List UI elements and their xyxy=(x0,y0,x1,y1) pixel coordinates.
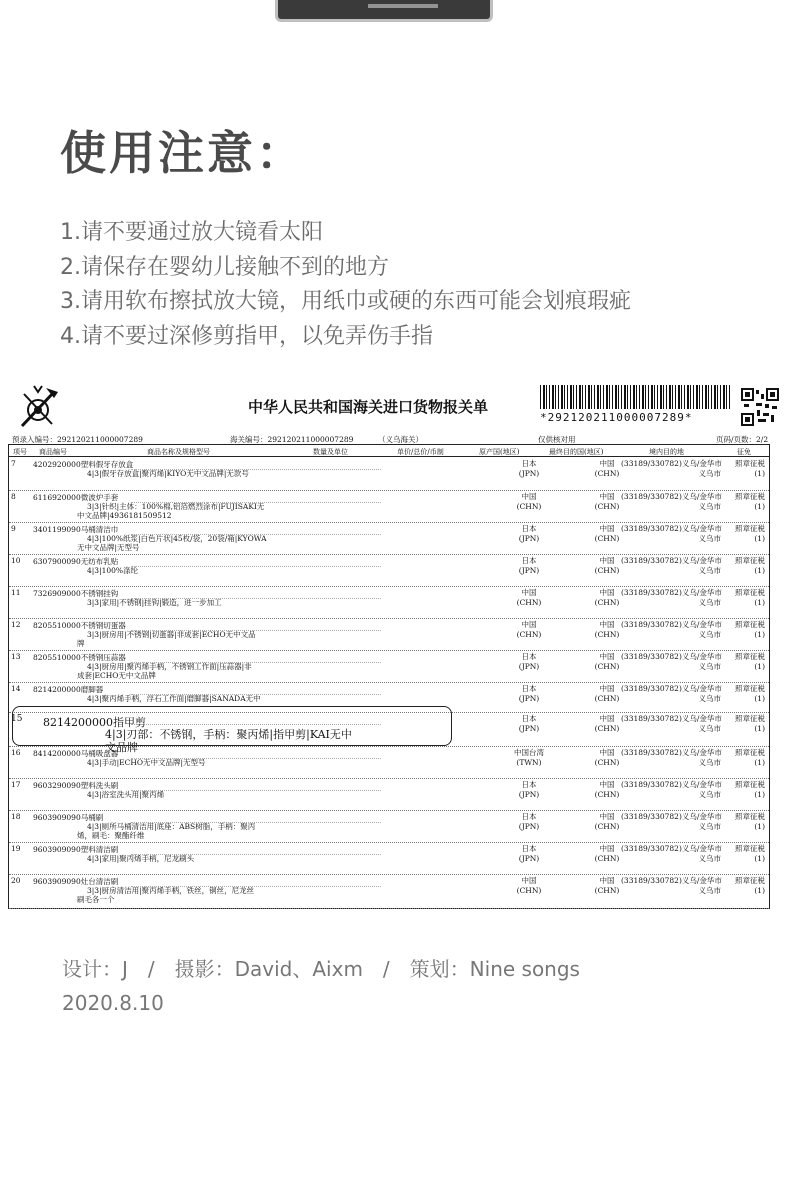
domestic-destination: (33189/330782)义乌/金华市 义乌市 xyxy=(621,524,722,543)
origin-country: 日本 (JPN) xyxy=(518,684,540,703)
origin-country: 日本 (JPN) xyxy=(518,652,540,671)
tax-treatment: 照章征税 (1) xyxy=(735,812,765,831)
origin-country: 日本 (JPN) xyxy=(518,780,540,799)
table-row xyxy=(9,747,769,779)
column-header: 原产国(地区) xyxy=(479,448,520,456)
tax-treatment: 照章征税 (1) xyxy=(735,844,765,863)
table-row xyxy=(9,779,769,811)
item-code-name: 8214200000磨脚器 xyxy=(33,685,104,694)
item-spec: 4|3|家用|聚丙烯手柄，尼龙刷头 xyxy=(87,854,195,863)
column-header: 征免 xyxy=(737,448,751,456)
item-spec-cont: 无中文品牌|无型号 xyxy=(77,543,140,552)
row-divider xyxy=(131,758,381,759)
item-spec: 4|3|100%纸浆|白色片状|45枚/袋，20袋/箱|KYOWA xyxy=(87,534,267,543)
row-number: 8 xyxy=(11,492,16,501)
table-row xyxy=(9,458,769,491)
column-header: 境内目的地 xyxy=(649,448,684,456)
row-divider xyxy=(131,854,381,855)
item-code-name: 9603909090马桶刷 xyxy=(33,813,104,822)
product-image-top xyxy=(275,0,493,22)
destination-country: 中国 (CHN) xyxy=(594,876,620,895)
column-header: 商品编号 xyxy=(39,448,67,456)
column-header: 项号 xyxy=(13,448,27,456)
item-spec: 4|3|聚丙烯手柄，浮石工作面|磨脚器|SANADA无中 xyxy=(87,694,261,703)
item-code-name: 8205510000不锈钢切蛋器 xyxy=(33,621,126,630)
domestic-destination: (33189/330782)义乌/金华市 义乌市 xyxy=(621,714,722,733)
destination-country: 中国 (CHN) xyxy=(594,588,620,607)
origin-country: 中国台湾 (TWN) xyxy=(514,748,544,767)
row-divider xyxy=(131,662,381,663)
row-divider xyxy=(131,469,381,470)
page-title: 使用注意： xyxy=(60,126,305,180)
row-number: 16 xyxy=(11,748,21,757)
table-row xyxy=(9,651,769,683)
item-code-name: 8214200000指甲剪 xyxy=(43,716,146,729)
item-code-name: 3401199090马桶清洁巾 xyxy=(33,525,119,534)
domestic-destination: (33189/330782)义乌/金华市 义乌市 xyxy=(621,620,722,639)
destination-country: 中国 (CHN) xyxy=(594,459,620,478)
row-number: 13 xyxy=(11,652,21,661)
item-spec: 4|3|厕所马桶清洁用|底座：ABS树脂，手柄：聚丙 xyxy=(87,822,256,831)
note-item: 4.请不要过深修剪指甲，以免弄伤手指 xyxy=(60,323,433,349)
item-spec: 4|3|浴室洗头用|聚丙烯 xyxy=(87,790,165,799)
domestic-destination: (33189/330782)义乌/金华市 义乌市 xyxy=(621,588,722,607)
row-divider xyxy=(131,822,381,823)
item-spec: 4|3|刃部：不锈钢，手柄：聚丙烯|指甲剪|KAI无中 xyxy=(105,728,352,741)
row-number: 12 xyxy=(11,620,21,629)
item-code-name: 9603909090灶台清洁刷 xyxy=(33,877,119,886)
destination-country: 中国 (CHN) xyxy=(594,748,620,767)
date-line: 2020.8.10 xyxy=(62,991,164,1015)
row-divider xyxy=(131,598,381,599)
tax-treatment: 照章征税 (1) xyxy=(735,459,765,478)
domestic-destination: (33189/330782)义乌/金华市 义乌市 xyxy=(621,492,722,511)
tax-treatment: 照章征税 (1) xyxy=(735,684,765,703)
destination-country: 中国 (CHN) xyxy=(594,492,620,511)
item-spec-cont: 中文品牌|4936181509512 xyxy=(77,511,172,520)
origin-country: 日本 (JPN) xyxy=(518,812,540,831)
origin-country: 日本 (JPN) xyxy=(518,714,540,733)
customs-declaration-document xyxy=(8,380,781,910)
preentry-number: 预录入编号：292120211000007289 xyxy=(12,435,143,444)
item-spec: 3|3|厨房用|不锈钢|切蛋器|非成套|ECHO无中文品 xyxy=(87,630,256,639)
item-code-name: 8414200000马桶吸盘器 xyxy=(33,749,119,758)
usage-notes xyxy=(60,216,631,354)
table-row xyxy=(9,843,769,875)
row-divider xyxy=(131,534,381,535)
row-divider xyxy=(131,790,381,791)
item-code-name: 9603909090塑料清洁刷 xyxy=(33,845,119,854)
row-number: 19 xyxy=(11,844,21,853)
qr-code-icon xyxy=(741,388,779,426)
note-item: 2.请保存在婴幼儿接触不到的地方 xyxy=(60,254,389,280)
column-header: 最终目的国(地区) xyxy=(549,448,604,456)
item-code-name: 6307900090无纺布乳贴 xyxy=(33,557,119,566)
domestic-destination: (33189/330782)义乌/金华市 义乌市 xyxy=(621,459,722,478)
destination-country: 中国 (CHN) xyxy=(594,652,620,671)
credits-line: 设计：J / 摄影：David、Aixm / 策划：Nine songs xyxy=(62,957,580,981)
table-row xyxy=(9,875,769,909)
domestic-destination: (33189/330782)义乌/金华市 义乌市 xyxy=(621,684,722,703)
note-item: 1.请不要通过放大镜看太阳 xyxy=(60,220,323,245)
origin-country: 日本 (JPN) xyxy=(518,844,540,863)
row-divider xyxy=(131,630,381,631)
tax-treatment: 照章征税 (1) xyxy=(735,748,765,767)
row-number: 14 xyxy=(11,684,21,693)
domestic-destination: (33189/330782)义乌/金华市 义乌市 xyxy=(621,748,722,767)
column-header: 数量及单位 xyxy=(313,448,348,456)
column-header: 商品名称及规格型号 xyxy=(147,448,210,456)
barcode-number: *29212021100000​7289* xyxy=(540,411,693,424)
origin-country: 中国 (CHN) xyxy=(516,492,542,511)
item-spec-cont: 文品牌 xyxy=(105,741,138,754)
domestic-destination: (33189/330782)义乌/金华市 义乌市 xyxy=(621,812,722,831)
table-row xyxy=(9,811,769,843)
item-code-name: 4202920000塑料假牙存放盒 xyxy=(33,460,134,469)
tax-treatment: 照章征税 (1) xyxy=(735,556,765,575)
row-divider xyxy=(131,886,381,887)
origin-country: 日本 (JPN) xyxy=(518,524,540,543)
page-number: 页码/页数：2/2 xyxy=(716,435,769,444)
table-row xyxy=(9,587,769,619)
customs-port: （义乌海关） xyxy=(378,435,423,444)
row-divider xyxy=(131,566,381,567)
item-spec-cont: 刷毛各一个 xyxy=(77,895,115,904)
highlight-frame xyxy=(12,706,452,746)
item-code-name: 7326909000不锈钢挂钩 xyxy=(33,589,119,598)
origin-country: 中国 (CHN) xyxy=(516,588,542,607)
row-number: 11 xyxy=(11,588,21,597)
row-number: 9 xyxy=(11,524,16,533)
domestic-destination: (33189/330782)义乌/金华市 义乌市 xyxy=(621,652,722,671)
row-number: 10 xyxy=(11,556,21,565)
domestic-destination: (33189/330782)义乌/金华市 义乌市 xyxy=(621,876,722,895)
origin-country: 日本 (JPN) xyxy=(518,556,540,575)
domestic-destination: (33189/330782)义乌/金华市 义乌市 xyxy=(621,844,722,863)
table-row xyxy=(9,619,769,651)
origin-country: 中国 (CHN) xyxy=(516,876,542,895)
customs-emblem-icon xyxy=(14,384,62,430)
tax-treatment: 照章征税 (1) xyxy=(735,876,765,895)
destination-country: 中国 (CHN) xyxy=(594,844,620,863)
row-number: 7 xyxy=(11,459,16,468)
table-row xyxy=(9,491,769,523)
item-spec: 4|3|手动|ECHO无中文品牌|无型号 xyxy=(87,758,206,767)
item-spec-cont: 烯，刷毛：聚酯纤维 xyxy=(77,831,145,840)
destination-country: 中国 (CHN) xyxy=(594,620,620,639)
item-spec-cont: 成套|ECHO无中文品牌 xyxy=(77,671,156,680)
item-spec: 4|3|假牙存放盒|聚丙烯|KIYO无中文品牌|无款号 xyxy=(87,469,249,478)
tax-treatment: 照章征税 (1) xyxy=(735,524,765,543)
table-header xyxy=(9,445,769,457)
tax-treatment: 照章征税 (1) xyxy=(735,714,765,733)
item-spec: 4|3|100%涤纶 xyxy=(87,566,139,575)
table-row xyxy=(9,523,769,555)
domestic-destination: (33189/330782)义乌/金华市 义乌市 xyxy=(621,556,722,575)
document-title: 中华人民共和国海关进口货物报关单 xyxy=(248,398,489,416)
tax-treatment: 照章征税 (1) xyxy=(735,492,765,511)
row-number: 15 xyxy=(11,714,23,724)
item-code-name: 6116920000微波炉手套 xyxy=(33,493,119,502)
tax-treatment: 照章征税 (1) xyxy=(735,652,765,671)
destination-country: 中国 (CHN) xyxy=(594,714,620,733)
destination-country: 中国 (CHN) xyxy=(594,780,620,799)
usage-note: 仅供核对用 xyxy=(538,435,576,444)
item-spec: 3|3|针织|主体：100%棉,铝箔燃烈涂布|FUJISAKI无 xyxy=(87,502,265,511)
declaration-table xyxy=(8,444,770,909)
row-number: 17 xyxy=(11,780,21,789)
destination-country: 中国 (CHN) xyxy=(594,556,620,575)
item-code-name: 8205510000不锈钢压蒜器 xyxy=(33,653,126,662)
column-header: 单价/总价/币制 xyxy=(397,448,444,456)
tax-treatment: 照章征税 (1) xyxy=(735,780,765,799)
tax-treatment: 照章征税 (1) xyxy=(735,588,765,607)
row-number: 18 xyxy=(11,812,21,821)
destination-country: 中国 (CHN) xyxy=(594,684,620,703)
item-code-name: 9603290090塑料洗头刷 xyxy=(33,781,119,790)
item-spec: 3|3|厨房清洁用|聚丙烯手柄，铁丝，铜丝，尼龙丝 xyxy=(87,886,255,895)
credits-footer xyxy=(62,952,580,1020)
destination-country: 中国 (CHN) xyxy=(594,812,620,831)
item-spec-cont: 牌 xyxy=(77,639,85,648)
destination-country: 中国 (CHN) xyxy=(594,524,620,543)
row-divider xyxy=(131,694,381,695)
origin-country: 日本 (JPN) xyxy=(518,459,540,478)
tax-treatment: 照章征税 (1) xyxy=(735,620,765,639)
barcode xyxy=(540,385,730,409)
table-row xyxy=(9,555,769,587)
row-divider xyxy=(131,502,381,503)
item-spec: 3|3|家用|不锈钢|挂钩|锻造，进一步加工 xyxy=(87,598,222,607)
customs-number: 海关编号：292120211000007289 xyxy=(230,435,354,444)
note-item: 3.请用软布擦拭放大镜，用纸巾或硬的东西可能会划痕瑕疵 xyxy=(60,289,631,314)
row-number: 20 xyxy=(11,876,21,885)
origin-country: 中国 (CHN) xyxy=(516,620,542,639)
item-spec: 4|3|厨房用|聚丙烯手柄，不锈钢工作面|压蒜器|非 xyxy=(87,662,252,671)
domestic-destination: (33189/330782)义乌/金华市 义乌市 xyxy=(621,780,722,799)
